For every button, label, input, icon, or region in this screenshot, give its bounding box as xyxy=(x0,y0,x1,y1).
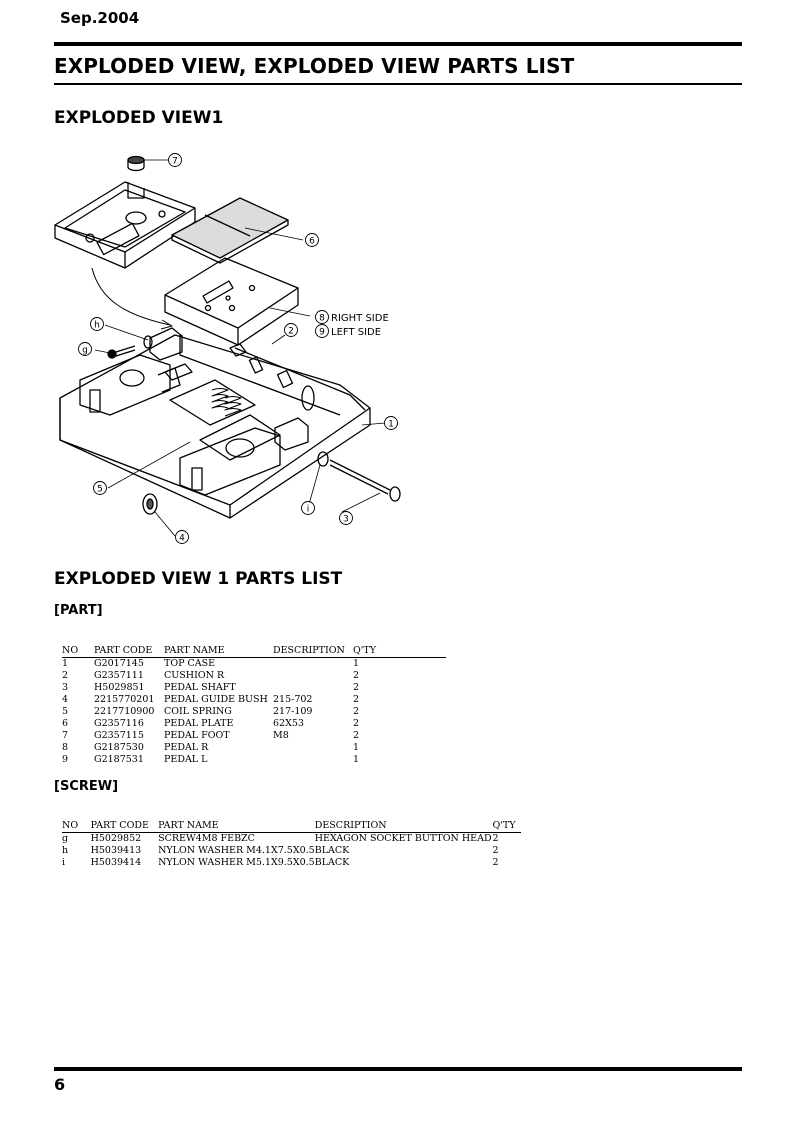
cell-code: G2187530 xyxy=(94,742,144,753)
guide-bush-part xyxy=(143,494,157,514)
document-date: Sep.2004 xyxy=(60,9,140,27)
cell-qty: 1 xyxy=(353,742,360,753)
washer-h-part xyxy=(144,336,152,348)
screw-table xyxy=(62,820,521,869)
cell-name: PEDAL GUIDE BUSH xyxy=(164,694,268,705)
pedal-plate-part xyxy=(172,198,288,263)
cell-name: PEDAL SHAFT xyxy=(164,682,236,693)
cell-desc: 62X53 xyxy=(273,718,304,729)
cell-desc: BLACK xyxy=(314,857,350,868)
callout-2: 2 xyxy=(288,326,294,337)
cell-desc xyxy=(273,658,353,671)
cell-no: i xyxy=(62,857,66,868)
pedal-foot-part xyxy=(128,157,144,171)
cell-desc: BLACK xyxy=(314,845,350,856)
page-title: EXPLODED VIEW, EXPLODED VIEW PARTS LIST xyxy=(54,54,575,78)
cell-qty: 2 xyxy=(353,718,360,729)
cell-name: PEDAL L xyxy=(164,754,208,765)
col-part-code: PART CODE xyxy=(94,645,164,658)
cell-desc xyxy=(273,742,353,754)
cell-code: H5029852 xyxy=(90,833,142,844)
cell-desc xyxy=(273,682,353,694)
cell-code: G2357111 xyxy=(94,670,144,681)
cell-name: TOP CASE xyxy=(164,658,216,669)
table-row xyxy=(62,833,521,846)
cell-name: PEDAL PLATE xyxy=(164,718,234,729)
callout-8: 8 xyxy=(319,313,325,324)
cell-qty: 2 xyxy=(353,694,360,705)
exploded-view-heading: EXPLODED VIEW1 xyxy=(54,108,224,128)
cell-no: 9 xyxy=(62,754,69,765)
callout-g: g xyxy=(82,345,88,356)
callout-4: 4 xyxy=(179,533,185,544)
cell-no: 1 xyxy=(62,658,69,669)
cell-desc: 215-702 xyxy=(273,694,313,705)
cell-no: 2 xyxy=(62,670,69,681)
cell-no: 5 xyxy=(62,706,69,717)
cell-code: H5029851 xyxy=(94,682,145,693)
cell-qty: 2 xyxy=(353,706,360,717)
table-row xyxy=(62,754,446,766)
cell-qty: 2 xyxy=(492,833,499,844)
cell-no: h xyxy=(62,845,69,856)
screw-heading: [SCREW] xyxy=(54,779,119,794)
cell-name: NYLON WASHER M5.1X9.5X0.5 xyxy=(158,857,315,868)
callout-h: h xyxy=(94,320,100,331)
cell-qty: 1 xyxy=(353,658,360,669)
top-rule xyxy=(54,42,742,46)
table-row xyxy=(62,742,446,754)
table-row xyxy=(62,857,521,869)
cell-name: PEDAL FOOT xyxy=(164,730,230,741)
col-no: NO xyxy=(62,645,94,658)
cell-qty: 2 xyxy=(492,857,499,868)
callout-1: 1 xyxy=(388,419,394,430)
table-row xyxy=(62,845,521,857)
parts-table xyxy=(62,645,446,766)
callout-7: 7 xyxy=(172,156,178,167)
cell-code: 2215770201 xyxy=(94,694,155,705)
callout-i: i xyxy=(306,504,310,515)
title-underline xyxy=(54,83,742,85)
cell-name: PEDAL R xyxy=(164,742,209,753)
parts-list-heading: EXPLODED VIEW 1 PARTS LIST xyxy=(54,569,343,589)
cell-desc: 217-109 xyxy=(273,706,313,717)
cell-code: G2357116 xyxy=(94,718,144,729)
cell-no: 8 xyxy=(62,742,69,753)
cell-qty: 2 xyxy=(492,845,499,856)
table-row xyxy=(62,718,446,730)
cell-desc: HEXAGON SOCKET BUTTON HEAD xyxy=(314,833,492,844)
cell-no: 4 xyxy=(62,694,69,705)
cell-name: SCREW4M8 FEBZC xyxy=(158,833,255,844)
col-description: DESCRIPTION xyxy=(315,820,493,833)
cell-no: 7 xyxy=(62,730,69,741)
col-no: NO xyxy=(62,820,91,833)
exploded-view-diagram xyxy=(40,140,460,560)
cell-qty: 2 xyxy=(353,670,360,681)
right-foot-box-part xyxy=(180,428,280,495)
page-number: 6 xyxy=(54,1075,66,1094)
cell-desc xyxy=(273,670,353,682)
cell-no: 6 xyxy=(62,718,69,729)
cell-qty: 1 xyxy=(353,754,360,765)
table-row xyxy=(62,682,446,694)
cell-name: NYLON WASHER M4.1X7.5X0.5 xyxy=(158,845,315,856)
col-part-name: PART NAME xyxy=(164,645,273,658)
part-heading: [PART] xyxy=(54,603,103,618)
col-qty: Q'TY xyxy=(492,820,521,833)
table-row xyxy=(62,658,446,671)
table-row xyxy=(62,670,446,682)
col-qty: Q'TY xyxy=(353,645,446,658)
callout-9: 9 xyxy=(319,327,325,338)
screw-g-part xyxy=(108,346,135,358)
col-description: DESCRIPTION xyxy=(273,645,353,658)
cell-code: G2187531 xyxy=(94,754,144,765)
cell-code: H5039413 xyxy=(90,845,142,856)
cell-code: H5039414 xyxy=(90,857,142,868)
table-row xyxy=(62,706,446,718)
cell-code: G2017145 xyxy=(94,658,144,669)
col-part-name: PART NAME xyxy=(158,820,315,833)
callout-3: 3 xyxy=(343,514,349,525)
cell-qty: 2 xyxy=(353,682,360,693)
upper-pedal-part xyxy=(55,182,195,268)
right-side-label: RIGHT SIDE xyxy=(331,313,389,324)
cell-code: 2217710900 xyxy=(94,706,155,717)
pedal-shaft-part xyxy=(330,460,400,501)
cell-no: 3 xyxy=(62,682,69,693)
table-row xyxy=(62,694,446,706)
screw-table-header xyxy=(62,820,521,833)
left-foot-box-part xyxy=(80,355,180,415)
pedal-side-part xyxy=(165,258,298,345)
col-part-code: PART CODE xyxy=(91,820,159,833)
cell-qty: 2 xyxy=(353,730,360,741)
callout-5: 5 xyxy=(97,484,103,495)
left-side-label: LEFT SIDE xyxy=(331,327,382,338)
parts-table-header xyxy=(62,645,446,658)
cell-name: CUSHION R xyxy=(164,670,225,681)
coil-spring-part xyxy=(212,389,241,417)
cell-no: g xyxy=(62,833,69,844)
callout-6: 6 xyxy=(309,236,315,247)
table-row xyxy=(62,730,446,742)
cell-desc: M8 xyxy=(273,730,289,741)
cell-code: G2357115 xyxy=(94,730,144,741)
bottom-rule xyxy=(54,1067,742,1071)
cell-name: COIL SPRING xyxy=(164,706,232,717)
cell-desc xyxy=(273,754,353,766)
